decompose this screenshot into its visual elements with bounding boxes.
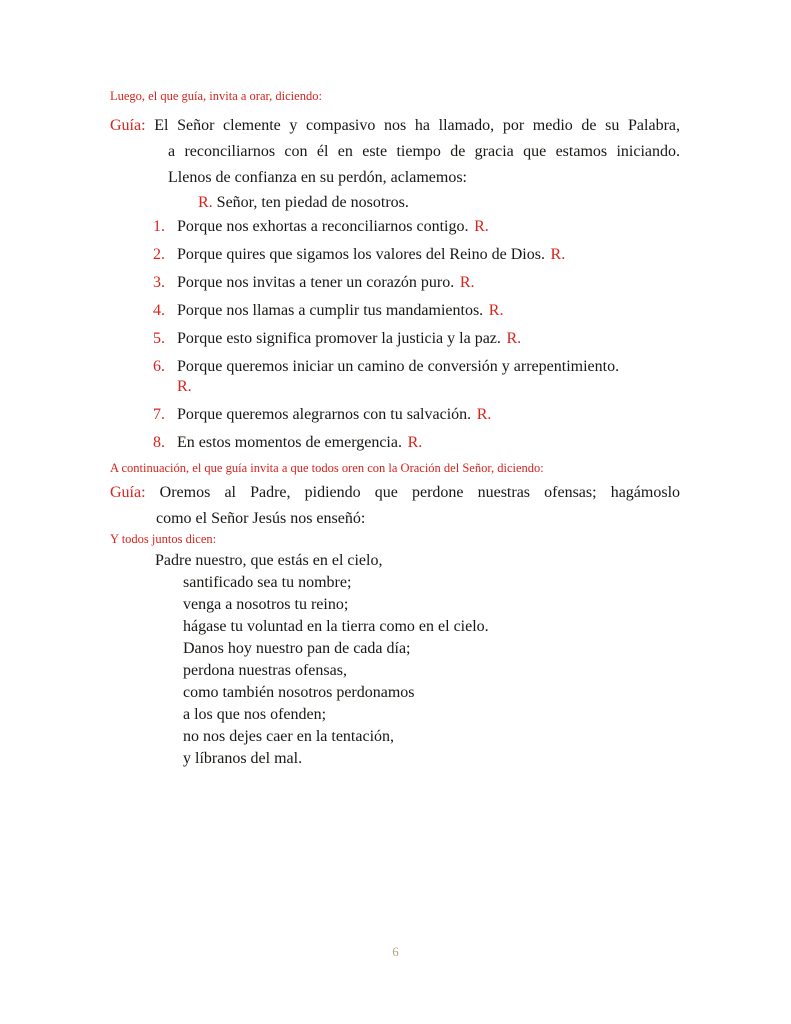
guia-oremos-text-1: Oremos al Padre, pidiendo que perdone nuestras ofensas; hagámoslo xyxy=(159,484,681,501)
litany-text-6: Porque queremos iniciar un camino de conversión y arrepentimiento. xyxy=(177,358,620,375)
litany-number-1: 1. xyxy=(153,218,165,235)
litany-item-3 xyxy=(110,273,680,293)
litany-r-mark-4: R. xyxy=(488,302,504,319)
litany-number-7: 7. xyxy=(153,406,165,423)
rubric-invite-to-pray: Luego, el que guía, invita a orar, diciendo: xyxy=(110,89,322,103)
litany-r-mark-1: R. xyxy=(474,218,489,235)
response-text: Señor, ten piedad de nosotros. xyxy=(216,194,409,211)
lords-prayer-block xyxy=(110,550,680,770)
litany-text-4: Porque nos llamas a cumplir tus mandamientos. xyxy=(177,302,484,319)
guia-oremos-line-1 xyxy=(110,480,680,506)
litany-item-1 xyxy=(110,217,680,237)
litany-item-7 xyxy=(110,405,680,425)
guia-label-2: Guía: xyxy=(110,484,146,501)
litany-list xyxy=(110,217,680,453)
litany-number-3: 3. xyxy=(153,274,165,291)
litany-r-mark-8: R. xyxy=(407,434,423,451)
prayer-line-2: santificado sea tu nombre; xyxy=(183,574,352,591)
prayer-line-8: a los que nos ofenden; xyxy=(183,706,327,723)
litany-item-8 xyxy=(110,433,680,453)
litany-item-2 xyxy=(110,245,680,265)
litany-item-4 xyxy=(110,301,680,321)
guia-oremos-paragraph xyxy=(110,480,680,532)
litany-text-3: Porque nos invitas a tener un corazón puro. xyxy=(177,274,455,291)
prayer-line-9: no nos dejes caer en la tentación, xyxy=(183,728,395,745)
page-number: 6 xyxy=(392,944,399,959)
guia-exhortation-paragraph xyxy=(110,113,680,191)
litany-r-mark-7: R. xyxy=(476,406,492,423)
prayer-line-1: Padre nuestro, que estás en el cielo, xyxy=(155,552,383,569)
litany-text-5: Porque esto significa promover la justicia y la paz. xyxy=(177,330,501,347)
litany-text-1: Porque nos exhortas a reconciliarnos contigo. xyxy=(177,218,469,235)
litany-number-6: 6. xyxy=(153,358,165,375)
litany-r-mark-5: R. xyxy=(506,330,522,347)
guia-label: Guía: xyxy=(110,117,146,134)
guia-oremos-line-2: como el Señor Jesús nos enseñó: xyxy=(156,510,366,527)
litany-number-5: 5. xyxy=(153,330,165,347)
litany-text-8: En estos momentos de emergencia. xyxy=(177,434,402,451)
prayer-line-5: Danos hoy nuestro pan de cada día; xyxy=(183,640,411,657)
litany-r-mark-2: R. xyxy=(550,246,566,263)
litany-number-8: 8. xyxy=(153,434,165,451)
guia-exhortation-line-3: Llenos de confianza en su perdón, aclamemos: xyxy=(168,169,467,186)
prayer-line-7: como también nosotros perdonamos xyxy=(183,684,415,701)
guia-exhortation-line-2: a reconciliarnos con él en este tiempo de gracia que estamos iniciando. xyxy=(168,143,680,160)
prayer-line-4: hágase tu voluntad en la tierra como en el cielo. xyxy=(183,618,489,635)
prayer-line-10: y líbranos del mal. xyxy=(183,750,303,767)
response-r-label: R. xyxy=(198,194,213,211)
guia-exhortation-text-1: El Señor clemente y compasivo nos ha llamado, por medio de su Palabra, xyxy=(154,117,681,134)
litany-r-mark-3: R. xyxy=(459,274,475,291)
prayer-line-6: perdona nuestras ofensas, xyxy=(183,662,347,679)
response-line xyxy=(110,193,680,213)
rubric-all-together: Y todos juntos dicen: xyxy=(110,532,217,546)
prayer-line-3: venga a nosotros tu reino; xyxy=(183,596,349,613)
litany-number-2: 2. xyxy=(153,246,165,263)
litany-item-5 xyxy=(110,329,680,349)
litany-number-4: 4. xyxy=(153,302,165,319)
guia-exhortation-line-1 xyxy=(110,113,680,139)
litany-text-2: Porque quires que sigamos los valores del Reino de Dios. xyxy=(177,246,545,263)
rubric-lords-prayer-intro: A continuación, el que guía invita a que todos oren con la Oración del Señor, diciendo: xyxy=(110,461,544,475)
litany-text-7: Porque queremos alegrarnos con tu salvación. xyxy=(177,406,472,423)
litany-r-mark-6: R. xyxy=(177,378,192,395)
litany-item-6 xyxy=(110,357,680,397)
